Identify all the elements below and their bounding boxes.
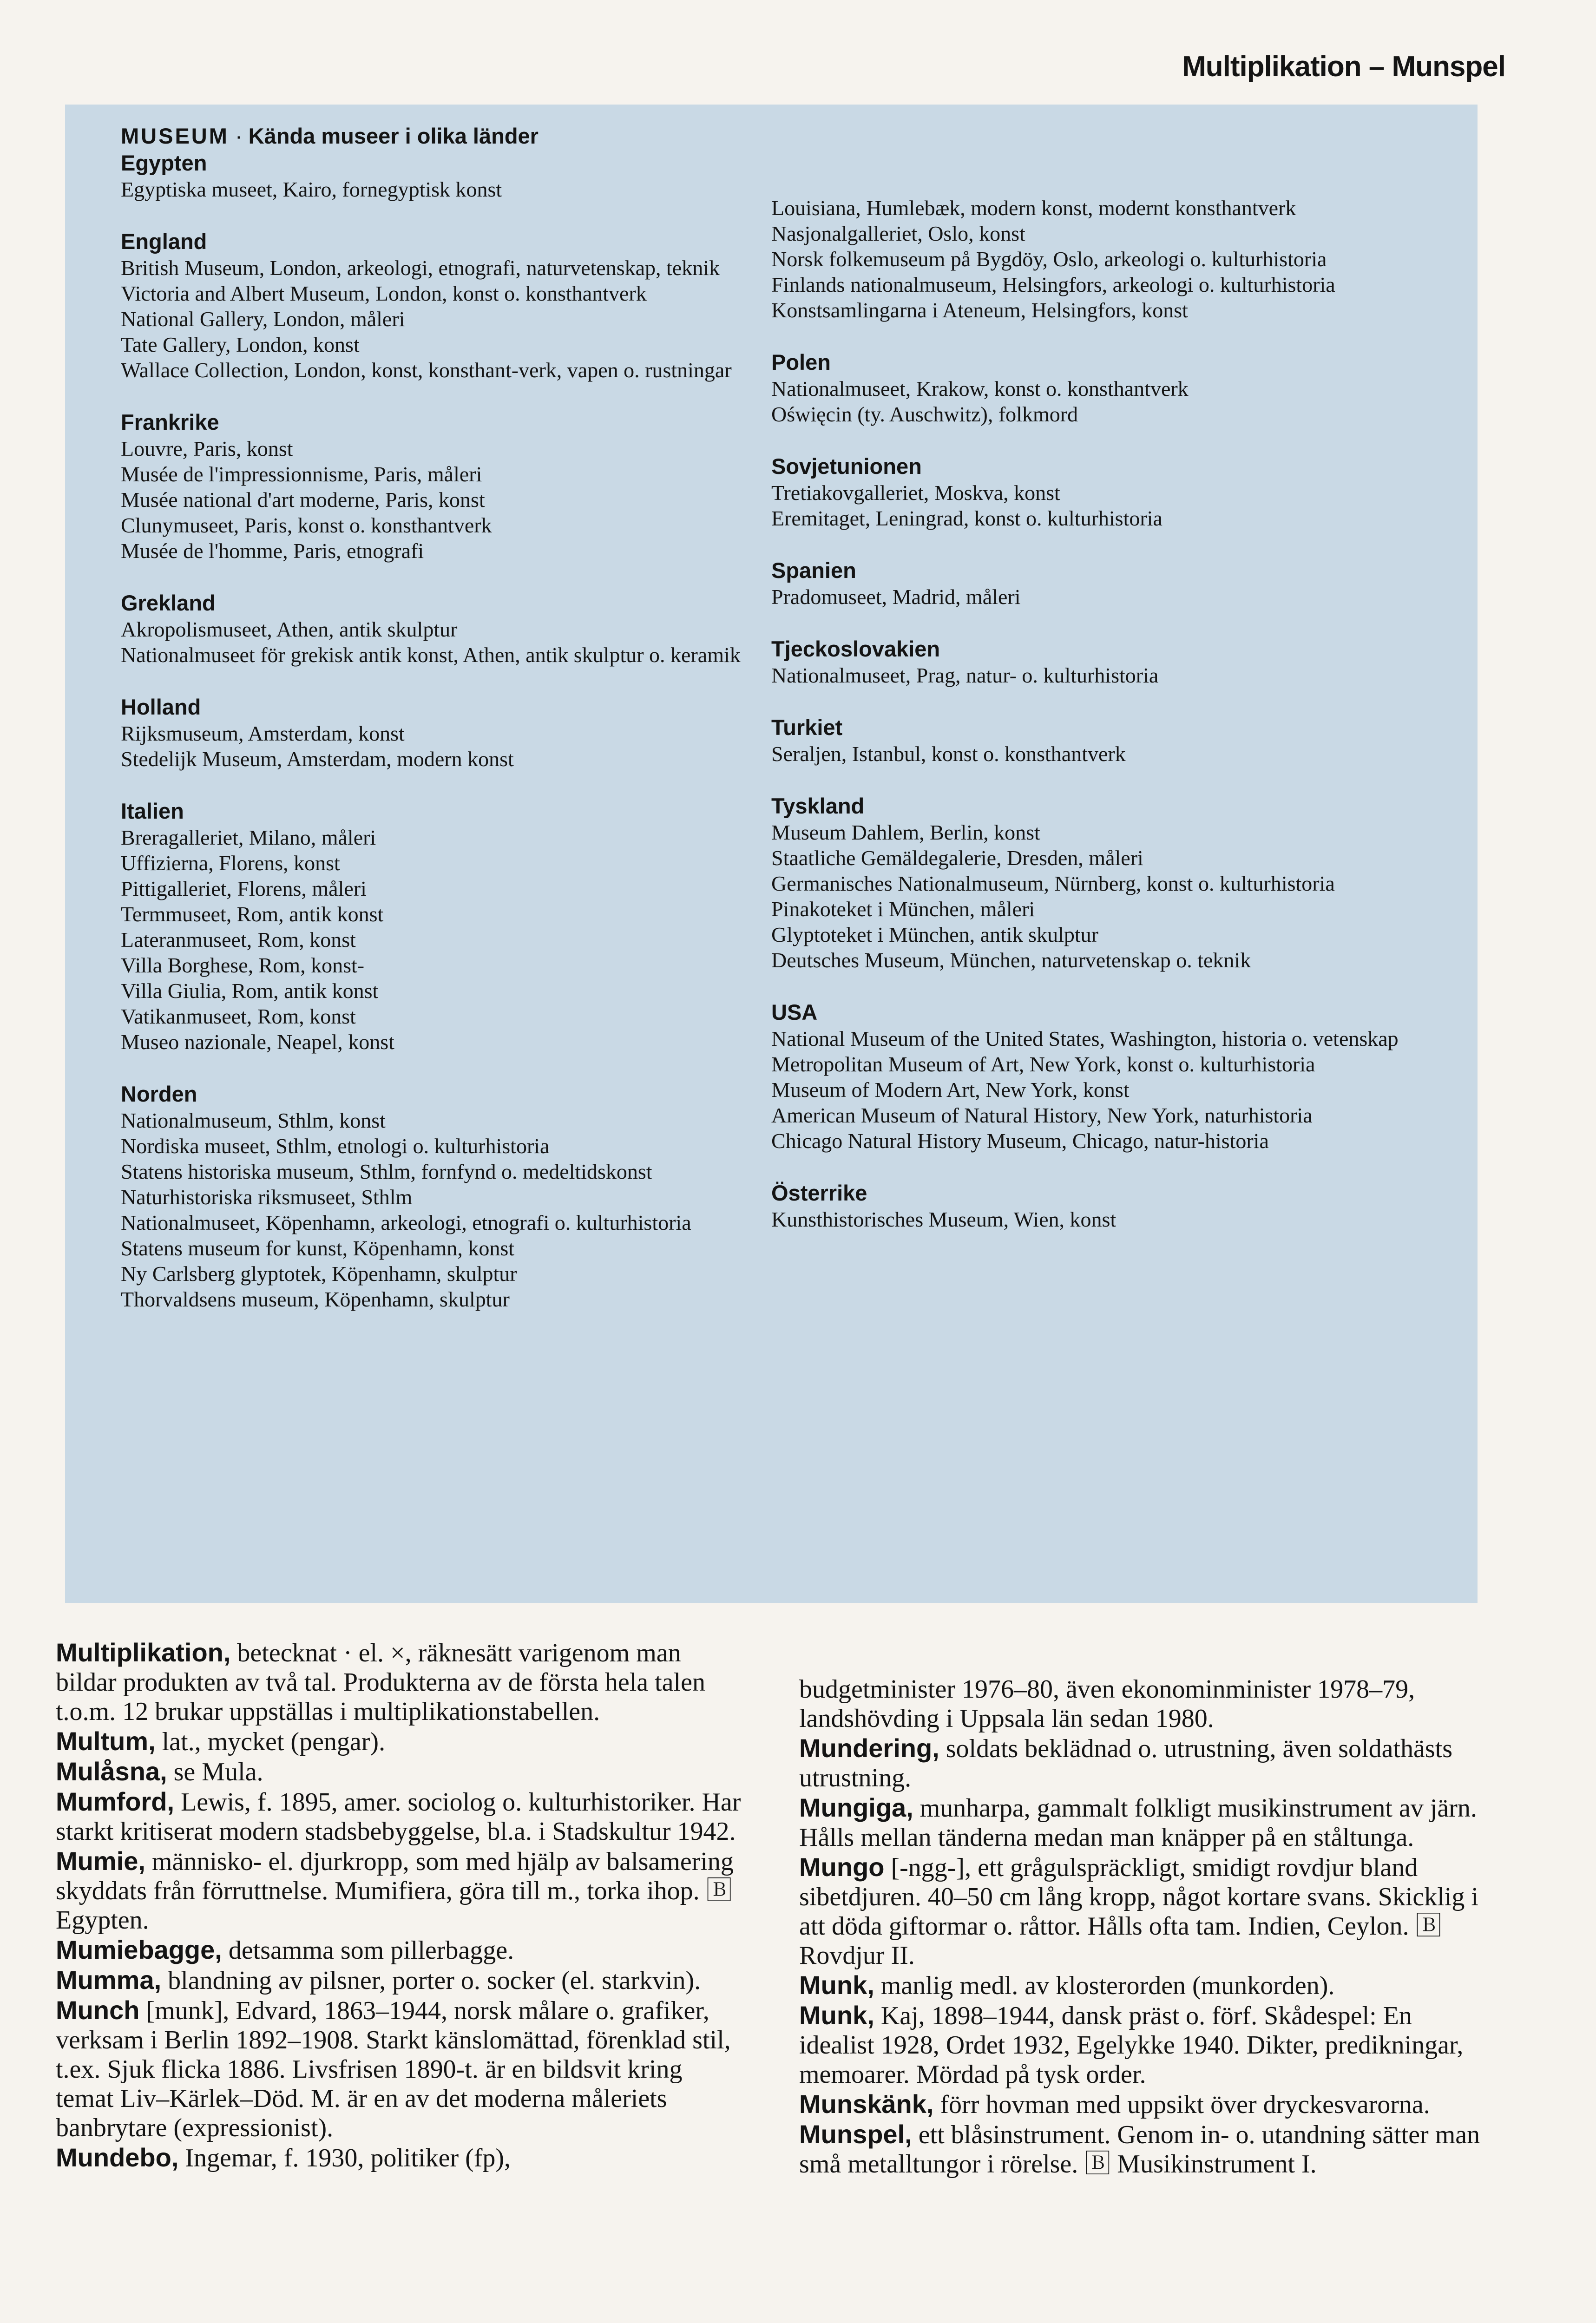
museum-entry: Kunsthistorisches Museum, Wien, konst bbox=[771, 1207, 1117, 1231]
country-heading: Norden bbox=[121, 1082, 197, 1106]
museum-entry: Termmuseet, Rom, antik konst bbox=[121, 902, 384, 926]
entry-text: [munk], Edvard, 1863–1944, norsk målare o. grafiker, verksam i Berlin 1892–1908. Starkt känslomättad, förenklad stil, t.ex. Sjuk flicka 1886. Livsfrisen 1890-t. är en bildsvit kring temat Liv–Kärlek–Död. M. är en av det moderna måleriets banbrytare (expressionist). bbox=[56, 1996, 731, 2142]
country-section bbox=[121, 590, 771, 668]
country-section bbox=[771, 453, 1422, 531]
museum-entry: Pradomuseet, Madrid, måleri bbox=[771, 585, 1021, 609]
country-section bbox=[121, 798, 771, 1055]
dictionary-entry bbox=[799, 2001, 1487, 2089]
museum-entry: Oświęcin (ty. Auschwitz), folkmord bbox=[771, 402, 1078, 426]
museum-entry: Nationalmuseet, Prag, natur- o. kulturhistoria bbox=[771, 663, 1159, 687]
museum-entry: National Museum of the United States, Washington, historia o. vetenskap bbox=[771, 1027, 1399, 1050]
entry-text: Lewis, f. 1895, amer. sociolog o. kulturhistoriker. Har starkt kritiserat modern stadsbebyggelse, bl.a. i Stadskultur 1942. bbox=[56, 1788, 741, 1846]
entry-headword: Munk, bbox=[799, 1970, 874, 2000]
museum-entry: Deutsches Museum, München, naturvetenskap o. teknik bbox=[771, 948, 1251, 972]
country-section bbox=[121, 150, 771, 202]
entry-text: människo- el. djurkropp, som med hjälp av balsamering skyddats från förruttnelse. Mumifiera, göra till m., torka ihop. 🄱 Egypten. bbox=[56, 1847, 734, 1935]
entry-text: soldats beklädnad o. utrustning, även soldathästs utrustning. bbox=[799, 1734, 1453, 1792]
country-section bbox=[121, 694, 771, 772]
entry-headword: Multum, bbox=[56, 1726, 156, 1756]
infobox-right-column bbox=[771, 123, 1422, 1338]
country-section bbox=[771, 636, 1422, 688]
dictionary-entry bbox=[56, 1965, 743, 1995]
dictionary-entry bbox=[799, 1852, 1487, 1970]
country-section bbox=[771, 195, 1422, 323]
museum-entry: Villa Giulia, Rom, antik konst bbox=[121, 979, 379, 1003]
museum-entry: Staatliche Gemäldegalerie, Dresden, måleri bbox=[771, 846, 1143, 870]
infobox-title: MUSEUM · Kända museer i olika länder bbox=[121, 124, 539, 148]
entry-text: budgetminister 1976–80, även ekonominminister 1978–79, landshövding i Uppsala län sedan 1980. bbox=[799, 1675, 1415, 1733]
running-head: Multiplikation – Munspel bbox=[1182, 51, 1505, 83]
entry-headword: Mundering, bbox=[799, 1733, 939, 1763]
museum-entry: Statens museum for kunst, Köpenhamn, konst bbox=[121, 1236, 515, 1260]
museum-entry: Pinakoteket i München, måleri bbox=[771, 897, 1035, 921]
entry-headword: Munch bbox=[56, 1995, 140, 2025]
museum-entry: Musée de l'homme, Paris, etnografi bbox=[121, 539, 424, 563]
museum-entry: Nationalmuseet, Krakow, konst o. konsthantverk bbox=[771, 377, 1189, 400]
museum-entry: Museo nazionale, Neapel, konst bbox=[121, 1030, 394, 1054]
museum-entry: Ny Carlsberg glyptotek, Köpenhamn, skulptur bbox=[121, 1262, 517, 1286]
country-heading: Turkiet bbox=[771, 715, 843, 740]
dictionary-entry bbox=[799, 1733, 1487, 1793]
dictionary-entry bbox=[56, 1846, 743, 1935]
dictionary-articles bbox=[56, 1638, 1487, 2179]
dictionary-entry bbox=[56, 1935, 743, 1965]
museum-entry: Villa Borghese, Rom, konst- bbox=[121, 953, 365, 977]
entry-headword: Mumie, bbox=[56, 1846, 145, 1876]
country-section bbox=[771, 557, 1422, 610]
country-section bbox=[121, 1081, 771, 1312]
entry-text: detsamma som pillerbagge. bbox=[228, 1936, 514, 1965]
museum-entry: Uffizierna, Florens, konst bbox=[121, 851, 340, 875]
dictionary-entry bbox=[56, 1787, 743, 1846]
entry-text: betecknat · el. ×, räknesätt varigenom man bildar produkten av två tal. Produkterna av de första hela talen t.o.m. 12 brukar uppställas i multiplikationstabellen. bbox=[56, 1639, 705, 1726]
entry-headword: Mulåsna, bbox=[56, 1757, 167, 1786]
museum-entry: Eremitaget, Leningrad, konst o. kulturhistoria bbox=[771, 506, 1163, 530]
entry-text: se Mula. bbox=[173, 1758, 263, 1786]
museum-entry: Akropolismuseet, Athen, antik skulptur bbox=[121, 617, 458, 641]
museum-infobox bbox=[65, 105, 1478, 1603]
country-heading: Sovjetunionen bbox=[771, 454, 922, 479]
museum-entry: Nasjonalgalleriet, Oslo, konst bbox=[771, 222, 1025, 245]
country-section bbox=[771, 999, 1422, 1154]
museum-entry: Louvre, Paris, konst bbox=[121, 437, 293, 460]
museum-entry: Victoria and Albert Museum, London, konst o. konsthantverk bbox=[121, 282, 647, 305]
country-section bbox=[121, 228, 771, 383]
country-heading: Spanien bbox=[771, 558, 856, 583]
entry-headword: Mumiebagge, bbox=[56, 1935, 222, 1964]
entry-text: manlig medl. av klosterorden (munkorden). bbox=[880, 1971, 1335, 2000]
museum-entry: Thorvaldsens museum, Köpenhamn, skulptur bbox=[121, 1287, 510, 1311]
museum-entry: Louisiana, Humlebæk, modern konst, modernt konsthantverk bbox=[771, 196, 1296, 220]
entry-headword: Multiplikation, bbox=[56, 1638, 231, 1667]
country-heading: Österrike bbox=[771, 1181, 867, 1205]
entry-headword: Munk, bbox=[799, 2001, 874, 2030]
museum-entry: Nationalmuseet, Köpenhamn, arkeologi, etnografi o. kulturhistoria bbox=[121, 1211, 691, 1234]
museum-entry: Pittigalleriet, Florens, måleri bbox=[121, 877, 367, 900]
museum-entry: Tretiakovgalleriet, Moskva, konst bbox=[771, 481, 1060, 505]
entry-text: munharpa, gammalt folkligt musikinstrument av järn. Hålls mellan tänderna medan man knäpper på en ståltunga. bbox=[799, 1794, 1477, 1852]
country-section bbox=[771, 714, 1422, 767]
museum-entry: Museum Dahlem, Berlin, konst bbox=[771, 820, 1040, 844]
dictionary-entry bbox=[56, 1757, 743, 1787]
museum-entry: Statens historiska museum, Sthlm, fornfynd o. medeltidskonst bbox=[121, 1160, 652, 1183]
museum-entry: Musée de l'impressionnisme, Paris, måleri bbox=[121, 462, 482, 486]
museum-entry: Clunymuseet, Paris, konst o. konsthantverk bbox=[121, 513, 492, 537]
entry-text: ett blåsinstrument. Genom in- o. utandning sätter man små metalltungor i rörelse. 🄱 Musikinstrument I. bbox=[799, 2120, 1480, 2179]
museum-entry: Vatikanmuseet, Rom, konst bbox=[121, 1004, 356, 1028]
entry-headword: Mundebo, bbox=[56, 2143, 179, 2172]
dictionary-entry bbox=[799, 1970, 1487, 2001]
dictionary-entry bbox=[799, 2089, 1487, 2120]
museum-entry: Museum of Modern Art, New York, konst bbox=[771, 1078, 1130, 1102]
museum-entry: Lateranmuseet, Rom, konst bbox=[121, 928, 356, 952]
museum-entry: Glyptoteket i München, antik skulptur bbox=[771, 923, 1098, 946]
country-heading: Italien bbox=[121, 799, 184, 823]
entry-text: Kaj, 1898–1944, dansk präst o. förf. Skådespel: En idealist 1928, Ordet 1932, Egelykke 1940. Dikter, predikningar, memoarer. Mördad på tysk order. bbox=[799, 2001, 1464, 2089]
entry-headword: Munskänk, bbox=[799, 2089, 934, 2119]
museum-entry: Seraljen, Istanbul, konst o. konsthantverk bbox=[771, 742, 1126, 766]
museum-entry: Konstsamlingarna i Ateneum, Helsingfors, konst bbox=[771, 298, 1188, 322]
entry-headword: Mumma, bbox=[56, 1965, 162, 1995]
museum-entry: Nordiska museet, Sthlm, etnologi o. kulturhistoria bbox=[121, 1134, 550, 1158]
museum-entry: Breragalleriet, Milano, måleri bbox=[121, 826, 376, 849]
entry-text: förr hovman med uppsikt över dryckesvarorna. bbox=[940, 2090, 1430, 2119]
museum-entry: Nationalmuseet för grekisk antik konst, Athen, antik skulptur o. keramik bbox=[121, 643, 741, 667]
dictionary-entry bbox=[799, 1793, 1487, 1852]
museum-entry: Wallace Collection, London, konst, konsthant-verk, vapen o. rustningar bbox=[121, 358, 732, 382]
museum-entry: Stedelijk Museum, Amsterdam, modern konst bbox=[121, 747, 514, 771]
museum-entry: Metropolitan Museum of Art, New York, konst o. kulturhistoria bbox=[771, 1052, 1315, 1076]
country-heading: Grekland bbox=[121, 591, 216, 615]
entry-headword: Mungiga, bbox=[799, 1793, 913, 1822]
entry-headword: Mungo bbox=[799, 1852, 885, 1882]
museum-entry: Finlands nationalmuseum, Helsingfors, arkeologi o. kulturhistoria bbox=[771, 273, 1335, 296]
museum-entry: Norsk folkemuseum på Bygdöy, Oslo, arkeologi o. kulturhistoria bbox=[771, 247, 1327, 271]
museum-entry: Rijksmuseum, Amsterdam, konst bbox=[121, 722, 405, 745]
museum-entry: National Gallery, London, måleri bbox=[121, 307, 405, 331]
museum-entry: Chicago Natural History Museum, Chicago, natur-historia bbox=[771, 1129, 1269, 1153]
country-section bbox=[121, 409, 771, 564]
museum-entry: British Museum, London, arkeologi, etnografi, naturvetenskap, teknik bbox=[121, 256, 720, 280]
museum-entry: Germanisches Nationalmuseum, Nürnberg, konst o. kulturhistoria bbox=[771, 872, 1335, 895]
dictionary-entry bbox=[56, 1638, 743, 1726]
country-heading: Tjeckoslovakien bbox=[771, 637, 940, 661]
entry-text: blandning av pilsner, porter o. socker (el. starkvin). bbox=[168, 1966, 701, 1995]
entry-text: [-ngg-], ett grågulspräckligt, smidigt rovdjur bland sibetdjuren. 40–50 cm lång kropp, något kortare svans. Skicklig i att döda giftormar o. råttor. Hålls ofta tam. Indien, Ceylon. 🄱 Rovdjur II. bbox=[799, 1853, 1478, 1970]
country-heading: Tyskland bbox=[771, 794, 865, 818]
country-heading: USA bbox=[771, 1000, 818, 1024]
country-heading: Polen bbox=[771, 350, 831, 374]
entry-headword: Mumford, bbox=[56, 1787, 175, 1816]
country-heading: Frankrike bbox=[121, 410, 219, 434]
museum-entry: Nationalmuseum, Sthlm, konst bbox=[121, 1109, 386, 1132]
museum-entry: Musée national d'art moderne, Paris, konst bbox=[121, 488, 485, 512]
dictionary-entry bbox=[56, 2143, 743, 2173]
country-section bbox=[771, 1180, 1422, 1232]
articles-left-column bbox=[56, 1638, 743, 2179]
museum-entry: American Museum of Natural History, New York, naturhistoria bbox=[771, 1103, 1313, 1127]
dictionary-entry bbox=[56, 1726, 743, 1757]
entry-text: Ingemar, f. 1930, politiker (fp), bbox=[185, 2144, 511, 2172]
museum-entry: Egyptiska museet, Kairo, fornegyptisk konst bbox=[121, 177, 502, 201]
dictionary-entry bbox=[799, 1675, 1487, 1733]
articles-right-column bbox=[799, 1638, 1487, 2179]
museum-entry: Tate Gallery, London, konst bbox=[121, 333, 360, 356]
museum-entry: Naturhistoriska riksmuseet, Sthlm bbox=[121, 1185, 413, 1209]
entry-headword: Munspel, bbox=[799, 2120, 912, 2149]
infobox-left-column bbox=[121, 123, 771, 1338]
country-heading: England bbox=[121, 229, 207, 254]
dictionary-entry bbox=[799, 2120, 1487, 2179]
entry-text: lat., mycket (pengar). bbox=[162, 1727, 386, 1756]
country-section bbox=[771, 349, 1422, 427]
dictionary-entry bbox=[56, 1995, 743, 2143]
country-heading: Egypten bbox=[121, 151, 207, 175]
country-section bbox=[771, 793, 1422, 973]
country-heading: Holland bbox=[121, 695, 201, 719]
